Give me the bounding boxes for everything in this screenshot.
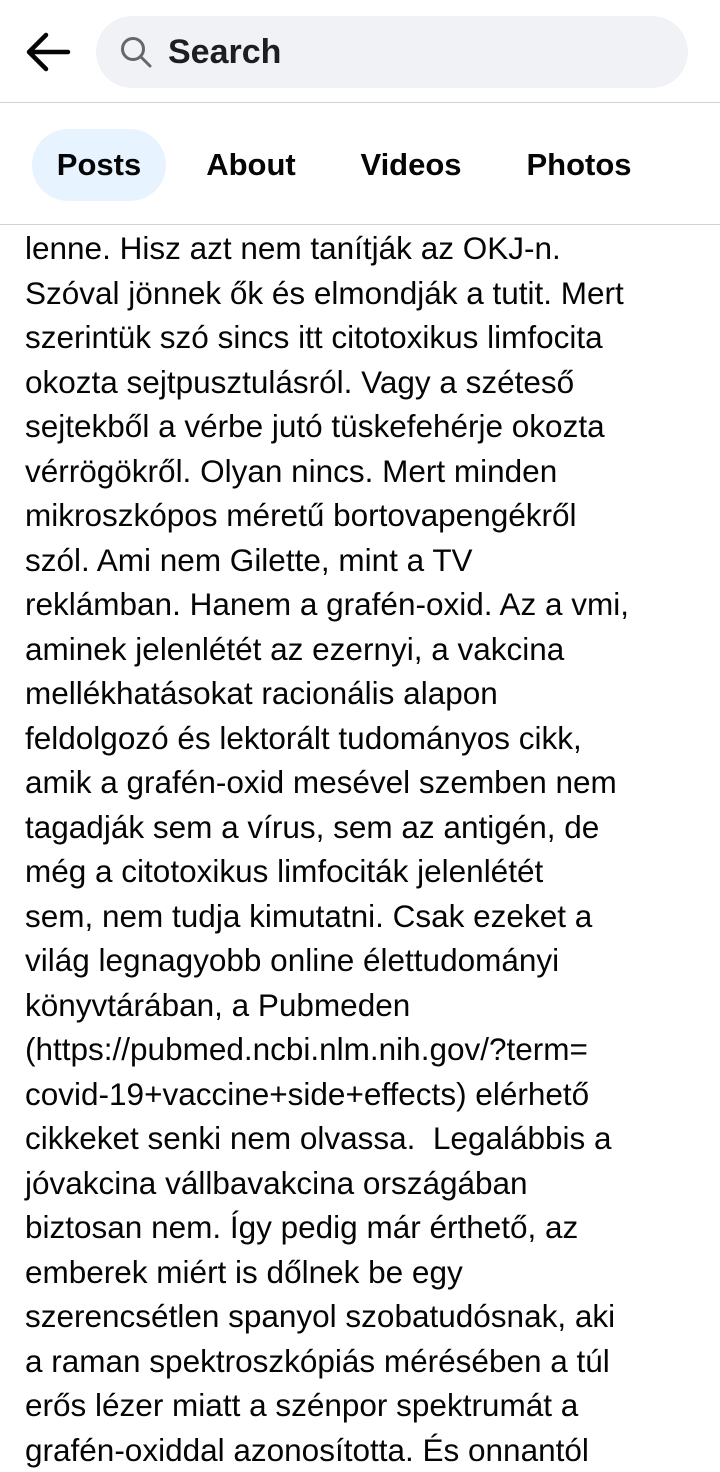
post-text-line: grafén-oxiddal azonosította. És onnantól: [25, 1428, 705, 1472]
post-text-line: sem, nem tudja kimutatni. Csak ezeket a: [25, 894, 705, 939]
post-text-line: feldolgozó és lektorált tudományos cikk,: [25, 716, 705, 761]
back-button[interactable]: [22, 28, 72, 76]
post-text-line: tagadják sem a vírus, sem az antigén, de: [25, 805, 705, 850]
post-text: [25, 226, 705, 1445]
post-text-line: sejtekből a vérbe jutó tüskefehérje okozta: [25, 404, 705, 449]
post-text-line: erős lézer miatt a szénpor spektrumát a: [25, 1383, 705, 1428]
search-box[interactable]: [96, 16, 688, 88]
post-text-line: okozta sejtpusztulásról. Vagy a széteső: [25, 360, 705, 405]
profile-tabs: [0, 103, 720, 225]
post-text-line: jóvakcina vállbavakcina országában: [25, 1161, 705, 1206]
top-bar: [0, 0, 720, 103]
post-text-line: világ legnagyobb online élettudományi: [25, 938, 705, 983]
post-text-line: lenne. Hisz azt nem tanítják az OKJ-n.: [25, 226, 705, 271]
tab-about[interactable]: About: [190, 129, 312, 201]
tab-posts[interactable]: Posts: [32, 129, 166, 201]
post-text-line: szól. Ami nem Gilette, mint a TV: [25, 538, 705, 583]
back-arrow-icon: [24, 32, 70, 72]
post-text-line: reklámban. Hanem a grafén-oxid. Az a vmi,: [25, 582, 705, 627]
post-text-line: mikroszkópos méretű bortovapengékről: [25, 493, 705, 538]
post-text-line: könyvtárában, a Pubmeden: [25, 983, 705, 1028]
search-input[interactable]: [168, 33, 648, 72]
post-text-line: covid-19+vaccine+side+effects) elérhető: [25, 1072, 705, 1117]
post-text-line: még a citotoxikus limfociták jelenlétét: [25, 849, 705, 894]
post-text-line: biztosan nem. Így pedig már érthető, az: [25, 1205, 705, 1250]
tab-videos[interactable]: Videos: [340, 129, 482, 201]
post-text-line: a raman spektroszkópiás mérésében a túl: [25, 1339, 705, 1384]
post-text-line: aminek jelenlétét az ezernyi, a vakcina: [25, 627, 705, 672]
post-text-line: Szóval jönnek ők és elmondják a tutit. Mert: [25, 271, 705, 316]
post-text-line: mellékhatásokat racionális alapon: [25, 671, 705, 716]
search-icon: [118, 34, 154, 70]
post-text-line: cikkeket senki nem olvassa. Legalábbis a: [25, 1116, 705, 1161]
post-text-line: vérrögökről. Olyan nincs. Mert minden: [25, 449, 705, 494]
post-text-line: szerencsétlen spanyol szobatudósnak, aki: [25, 1294, 705, 1339]
post-text-line: szerintük szó sincs itt citotoxikus limfocita: [25, 315, 705, 360]
post-text-line: (https://pubmed.ncbi.nlm.nih.gov/?term=: [25, 1027, 705, 1072]
tab-photos[interactable]: Photos: [508, 129, 650, 201]
post-text-line: emberek miért is dőlnek be egy: [25, 1250, 705, 1295]
post-text-line: amik a grafén-oxid mesével szemben nem: [25, 760, 705, 805]
